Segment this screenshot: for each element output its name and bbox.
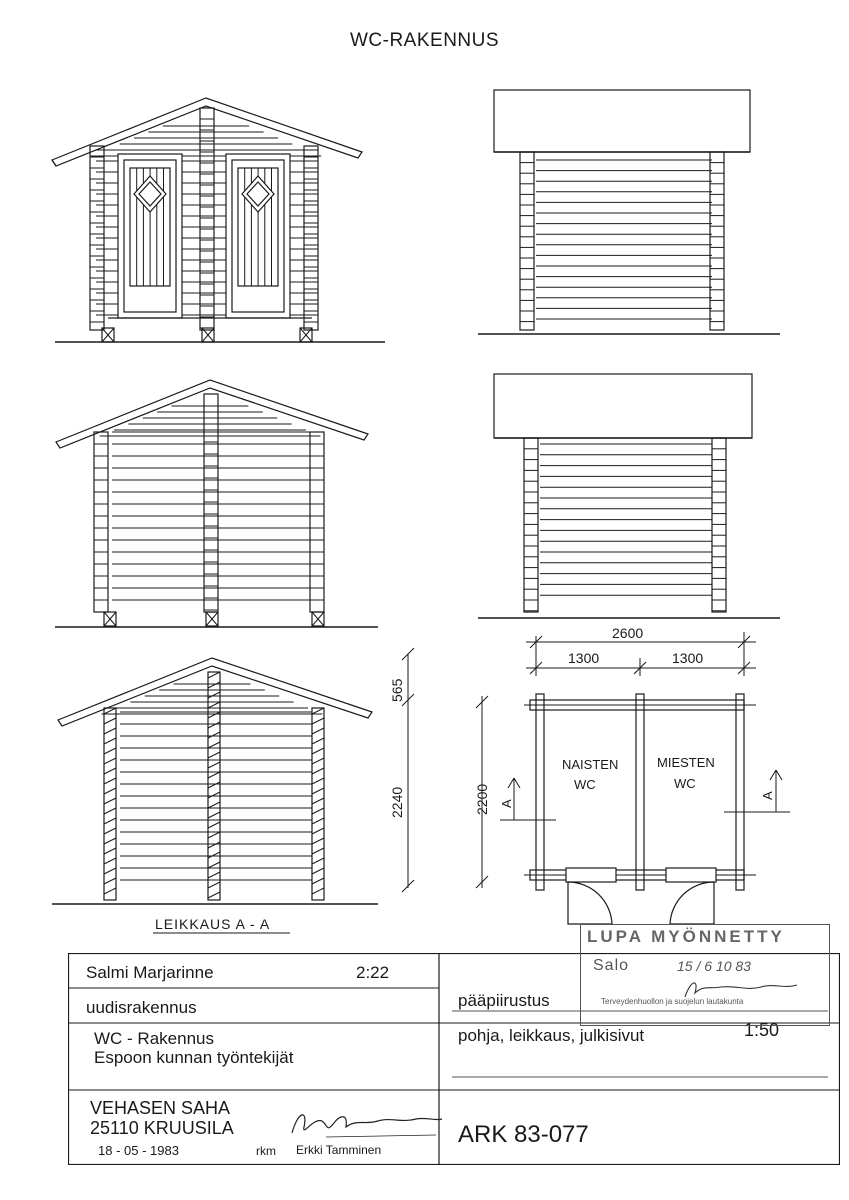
stamp-footer: Terveydenhuollon ja suojelun lautakunta (601, 997, 744, 1006)
section-hatch (208, 742, 220, 748)
room-right-line2: WC (674, 776, 696, 791)
stamp-date: 15 / 6 10 83 (677, 958, 751, 974)
arrowhead (776, 770, 782, 780)
section-marker-right: A (760, 791, 775, 800)
section-wall (208, 672, 220, 900)
tb-designer: Erkki Tamminen (296, 1143, 382, 1157)
side-elevation-top (478, 90, 780, 334)
section-hatch (312, 818, 324, 824)
dim-half-left: 1300 (568, 650, 600, 666)
corner-post (520, 152, 534, 330)
section-hatch (104, 818, 116, 824)
roof-outline (56, 380, 368, 448)
section-hatch (312, 718, 324, 724)
section-hatch (208, 832, 220, 838)
section-hatch (312, 778, 324, 784)
floor-plan (476, 632, 790, 924)
dim-half-right: 1300 (672, 650, 704, 666)
door-opening (566, 868, 616, 882)
arrowhead (514, 778, 520, 788)
section-hatch (208, 782, 220, 788)
section-hatch (104, 838, 116, 844)
section-caption: LEIKKAUS A - A (155, 916, 271, 932)
section-hatch (208, 882, 220, 888)
door-swing (568, 882, 612, 924)
section-hatch (312, 738, 324, 744)
tb-scale: 1:50 (744, 1020, 780, 1040)
tb-type: uudisrakennus (86, 998, 197, 1017)
plan-wall-middle (636, 694, 644, 890)
section-hatch (104, 758, 116, 764)
section-hatch (312, 768, 324, 774)
section-hatch (104, 788, 116, 794)
tb-contents: pohja, leikkaus, julkisivut (458, 1026, 645, 1045)
front-elevation (52, 98, 385, 342)
section-hatch (312, 878, 324, 884)
roof-outline (58, 658, 372, 726)
section-hatch (312, 748, 324, 754)
section-hatch (208, 862, 220, 868)
corner-post (524, 438, 538, 612)
section-hatch (208, 852, 220, 858)
section-hatch (208, 892, 220, 898)
section-marker-left: A (499, 799, 514, 808)
arrowhead (508, 778, 514, 788)
rear-elevation (55, 380, 378, 627)
section-hatch (208, 822, 220, 828)
arrowhead (770, 770, 776, 780)
section-hatch (208, 872, 220, 878)
tb-name: Salmi Marjarinne (86, 963, 214, 982)
dim-total-width: 2600 (612, 625, 644, 641)
door-opening (666, 868, 716, 882)
section-hatch (208, 762, 220, 768)
section-hatch (104, 748, 116, 754)
section-hatch (208, 752, 220, 758)
tb-date: 18 - 05 - 1983 (98, 1143, 179, 1158)
roof-edge (52, 160, 56, 166)
section-a-a (52, 648, 414, 904)
section-hatch (104, 768, 116, 774)
section-hatch (104, 868, 116, 874)
section-hatch (208, 682, 220, 688)
section-hatch (208, 672, 220, 678)
section-hatch (208, 732, 220, 738)
door-swing (670, 882, 714, 924)
section-hatch (104, 738, 116, 744)
section-hatch (208, 702, 220, 708)
section-hatch (312, 858, 324, 864)
section-hatch (312, 758, 324, 764)
section-hatch (104, 848, 116, 854)
side-elevation-bottom (478, 374, 780, 618)
tb-number: 2:22 (356, 963, 390, 982)
corner-post (712, 438, 726, 612)
room-left-line1: NAISTEN (562, 757, 619, 772)
tb-designer-title: rkm (256, 1144, 276, 1158)
section-hatch (312, 708, 324, 714)
section-hatch (312, 788, 324, 794)
section-hatch (104, 778, 116, 784)
section-hatch (208, 842, 220, 848)
roof-fascia (494, 90, 750, 152)
section-hatch (104, 888, 116, 894)
section-hatch (312, 798, 324, 804)
drawing-title: WC-RAKENNUS (349, 30, 500, 51)
section-hatch (104, 718, 116, 724)
section-hatch (104, 728, 116, 734)
roof-fascia (494, 374, 752, 438)
room-left-line2: WC (574, 777, 596, 792)
section-hatch (312, 728, 324, 734)
tb-drawing-kind: pääpiirustus (458, 991, 550, 1010)
dim-wall-height: 2240 (389, 786, 405, 818)
corner-post (710, 152, 724, 330)
section-hatch (312, 888, 324, 894)
dim-depth: 2200 (474, 783, 490, 815)
corner-post (204, 394, 218, 612)
section-hatch (104, 808, 116, 814)
tb-address: 25110 KRUUSILA (90, 1118, 234, 1138)
section-hatch (208, 692, 220, 698)
designer-signature (286, 1103, 446, 1143)
tb-client: Espoon kunnan työntekijät (94, 1048, 294, 1067)
section-hatch (312, 838, 324, 844)
section-hatch (312, 828, 324, 834)
room-right-line1: MIESTEN (657, 755, 715, 770)
plan-wall-right (736, 694, 744, 890)
section-hatch (312, 848, 324, 854)
corner-post (310, 432, 324, 612)
section-hatch (104, 878, 116, 884)
dim-roof-height: 565 (389, 678, 405, 702)
section-hatch (104, 828, 116, 834)
section-hatch (208, 772, 220, 778)
section-hatch (208, 802, 220, 808)
approval-stamp (580, 924, 830, 1026)
tb-building: WC - Rakennus (94, 1029, 214, 1048)
corner-post (94, 432, 108, 612)
section-hatch (208, 722, 220, 728)
section-hatch (104, 798, 116, 804)
section-hatch (104, 858, 116, 864)
plan-wall-left (536, 694, 544, 890)
tb-drawing-number: ARK 83-077 (458, 1121, 589, 1148)
tb-company: VEHASEN SAHA (90, 1098, 231, 1118)
section-hatch (208, 712, 220, 718)
section-hatch (312, 808, 324, 814)
section-hatch (312, 868, 324, 874)
stamp-place: Salo (593, 957, 630, 974)
section-hatch (208, 792, 220, 798)
section-hatch (208, 812, 220, 818)
stamp-heading: LUPA MYÖNNETTY (587, 927, 785, 946)
